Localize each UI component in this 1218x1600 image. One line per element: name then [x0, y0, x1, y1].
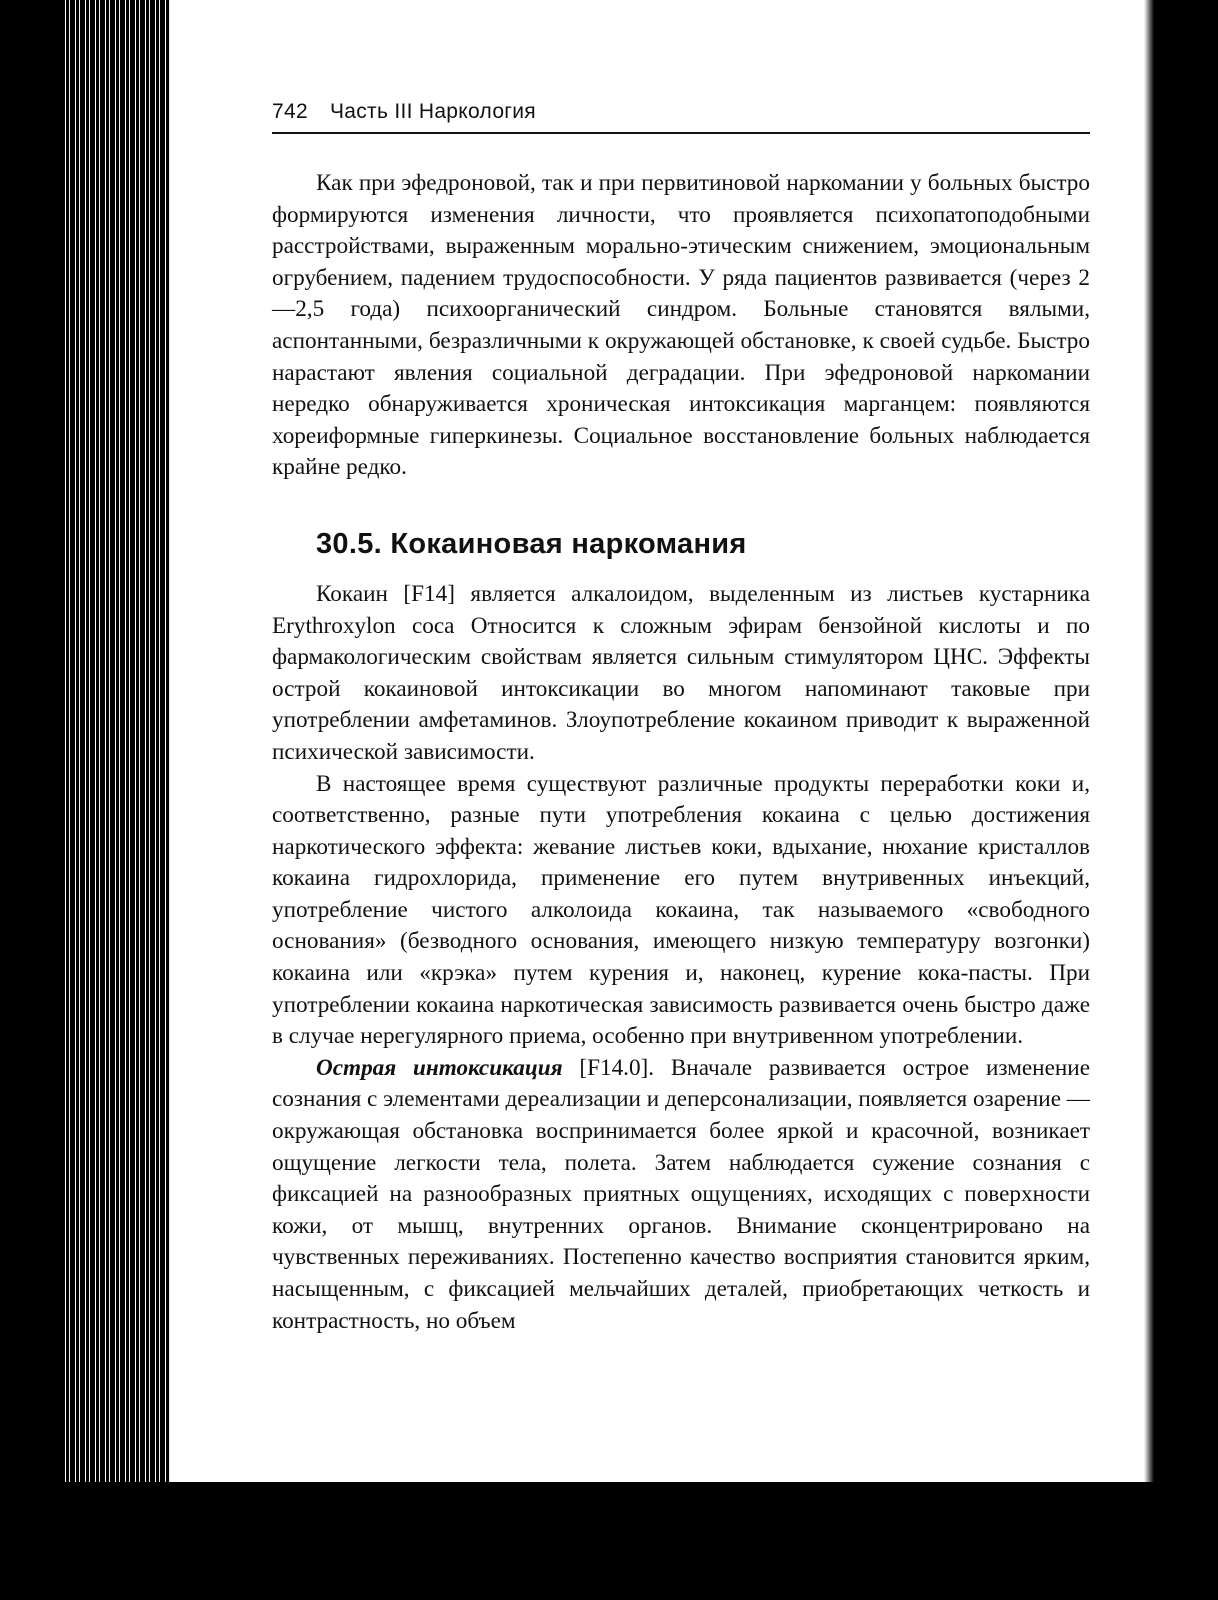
running-title: Часть III Наркология: [329, 100, 536, 123]
paragraph-1: Как при эфедроновой, так и при первитиновой наркомании у больных быстро формируются изменения личности, что проявляется психопатоподобными расстройствами, выраженным морально-этическим снижением, эмоциональным огрубением, падением трудоспособности. У ряда пациентов развивается (через 2—2,5 года) психоорганический синдром. Больные становятся вялыми, аспонтанными, безразличными к окружающей обстановке, к своей судьбе. Быстро нарастают явления социальной деградации. При эфедроновой наркомании нередко обнаруживается хроническая интоксикация марганцем: появляются хореиформные гиперкинезы. Социальное восстановление больных наблюдается крайне редко.: [272, 170, 1090, 481]
paragraph-4: [272, 1053, 1090, 1337]
book-edge-right: [1152, 0, 1218, 1600]
section-heading: 30.5. Кокаиновая наркомания: [316, 527, 747, 560]
page-content: [272, 100, 1090, 1337]
book-edge-left: [0, 0, 170, 1600]
book-edge-bottom: [0, 1482, 1218, 1600]
paragraph-2: Кокаин [F14] является алкалоидом, выделенным из листьев кустарника Erythroxylon coca Относится к сложным эфирам бензойной кислоты и по фармакологическим свойствам является сильным стимулятором ЦНС. Эффекты острой кокаиновой интоксикации во многом напоминают таковые при употреблении амфетаминов. Злоупотребление кокаином приводит к выраженной психической зависимости.: [272, 580, 1090, 765]
running-header: [272, 100, 1090, 134]
paragraph-3: В настоящее время существуют различные продукты переработки коки и, соответственно, разные пути употребления кокаина с целью достижения наркотического эффекта: жевание листьев коки, вдыхание, нюхание кристаллов кокаина гидрохлорида, применение его путем внутривенных инъекций, употребление чистого алколоида кокаина, так называемого «свободного основания» (безводного основания, имеющего низкую температуру возгонки) кокаина или «крэка» путем курения и, наконец, курение кока-пасты. При употреблении кокаина наркотическая зависимость развивается очень быстро даже в случае нерегулярного приема, особенно при внутривенном употреблении.: [272, 770, 1090, 1050]
page-number: 742: [272, 100, 308, 123]
lead-term: Острая интоксикация: [316, 1054, 563, 1081]
paragraph-4-text: [F14.0]. Вначале развивается острое изменение сознания с элементами дереализации и деперсонализации, появляется озарение — окружающая обстановка воспринимается более яркой и красочной, возникает ощущение легкости тела, полета. Затем наблюдается сужение сознания с фиксацией на разнообразных приятных ощущениях, исходящих с поверхности кожи, от мышц, внутренних органов. Внимание сконцентрировано на чувственных переживаниях. Постепенно качество восприятия становится ярким, насыщенным, с фиксацией мельчайших деталей, приобретающих четкость и контрастность, но объем: [272, 1054, 1090, 1334]
